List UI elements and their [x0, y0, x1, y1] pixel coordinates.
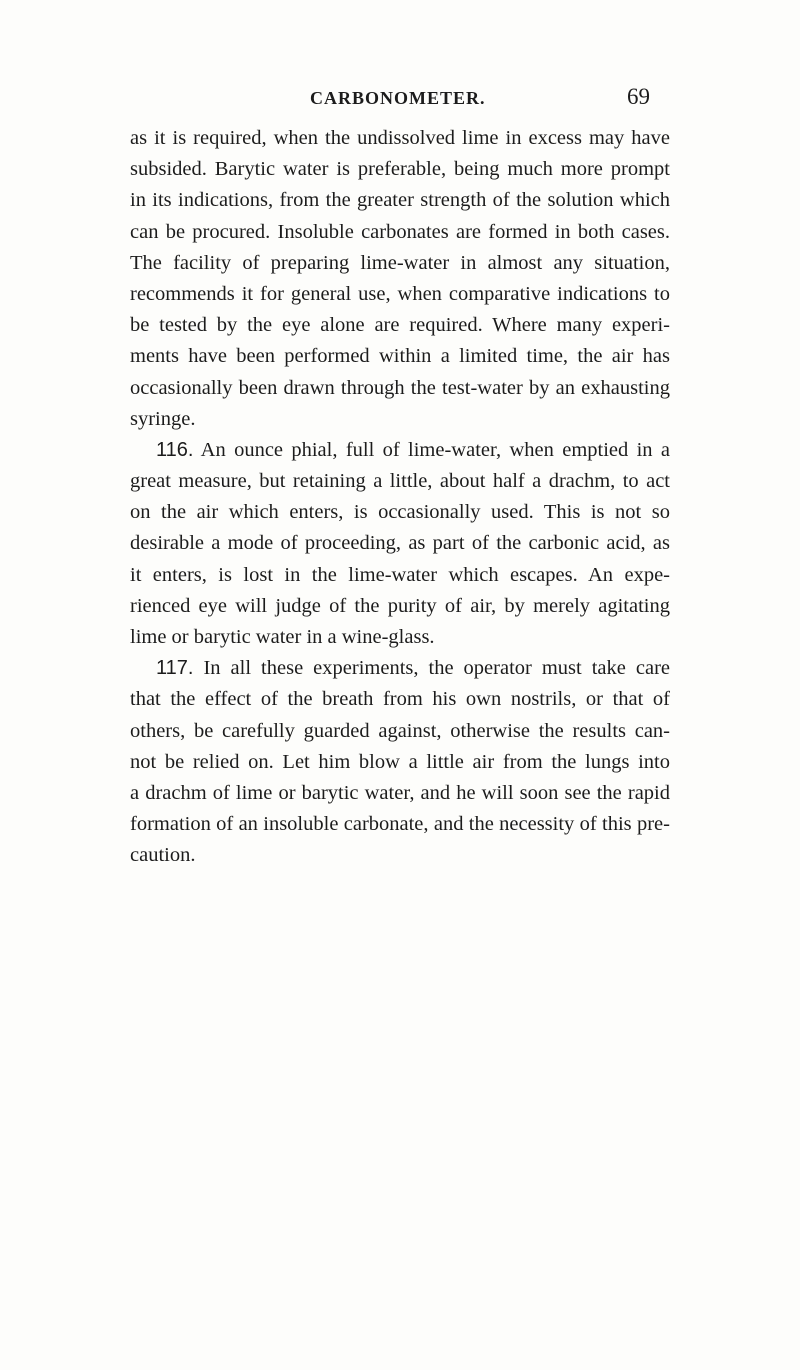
text-line: that the effect of the breath from his own nostrils, or that of	[130, 688, 670, 711]
paragraph-number: 116.	[156, 438, 194, 461]
text-line: subsided. Barytic water is preferable, being much more prompt	[130, 158, 670, 181]
text-line: others, be carefully guarded against, otherwise the results can-	[130, 719, 670, 742]
text-line: occasionally been drawn through the test-water by an exhausting	[130, 376, 670, 399]
text-line: caution.	[130, 844, 196, 867]
running-head	[0, 86, 800, 116]
text-line: formation of an insoluble carbonate, and the necessity of this pre-	[130, 813, 670, 836]
paragraph-number: 117.	[156, 657, 194, 680]
text-fragment: An ounce phial, full of lime-water, when emptied in a	[200, 438, 670, 461]
text-line: can be procured. Insoluble carbonates are formed in both cases.	[130, 220, 670, 243]
text-line: be tested by the eye alone are required. Where many experi-	[130, 314, 670, 337]
page-number: 69	[627, 84, 650, 109]
text-line: it enters, is lost in the lime-water which escapes. An expe-	[130, 563, 670, 586]
text-line: in its indications, from the greater strength of the solution which	[130, 189, 670, 212]
text-line: not be relied on. Let him blow a little air from the lungs into	[130, 750, 670, 773]
text-line: recommends it for general use, when comparative indications to	[130, 282, 670, 305]
paragraph-117-first-line	[130, 653, 670, 684]
text-line: syringe.	[130, 407, 196, 430]
text-line: a drachm of lime or barytic water, and he will soon see the rapid	[130, 781, 670, 804]
running-title: CARBONOMETER.	[310, 88, 486, 108]
text-line: rienced eye will judge of the purity of air, by merely agitating	[130, 594, 670, 617]
text-line: as it is required, when the undissolved lime in excess may have	[130, 127, 670, 149]
text-line: great measure, but retaining a little, about half a drachm, to act	[130, 470, 670, 493]
paragraph-116-first-line	[130, 435, 670, 466]
text-line: lime or barytic water in a wine-glass.	[130, 626, 435, 648]
text-line: ments have been performed within a limited time, the air has	[130, 345, 670, 368]
text-line: desirable a mode of proceeding, as part of the carbonic acid, as	[130, 532, 670, 555]
text-line: The facility of preparing lime-water in almost any situation,	[130, 251, 670, 274]
body-text	[130, 123, 670, 872]
text-line: on the air which enters, is occasionally used. This is not so	[130, 501, 670, 524]
text-fragment: In all these experiments, the operator must take care	[203, 657, 671, 680]
